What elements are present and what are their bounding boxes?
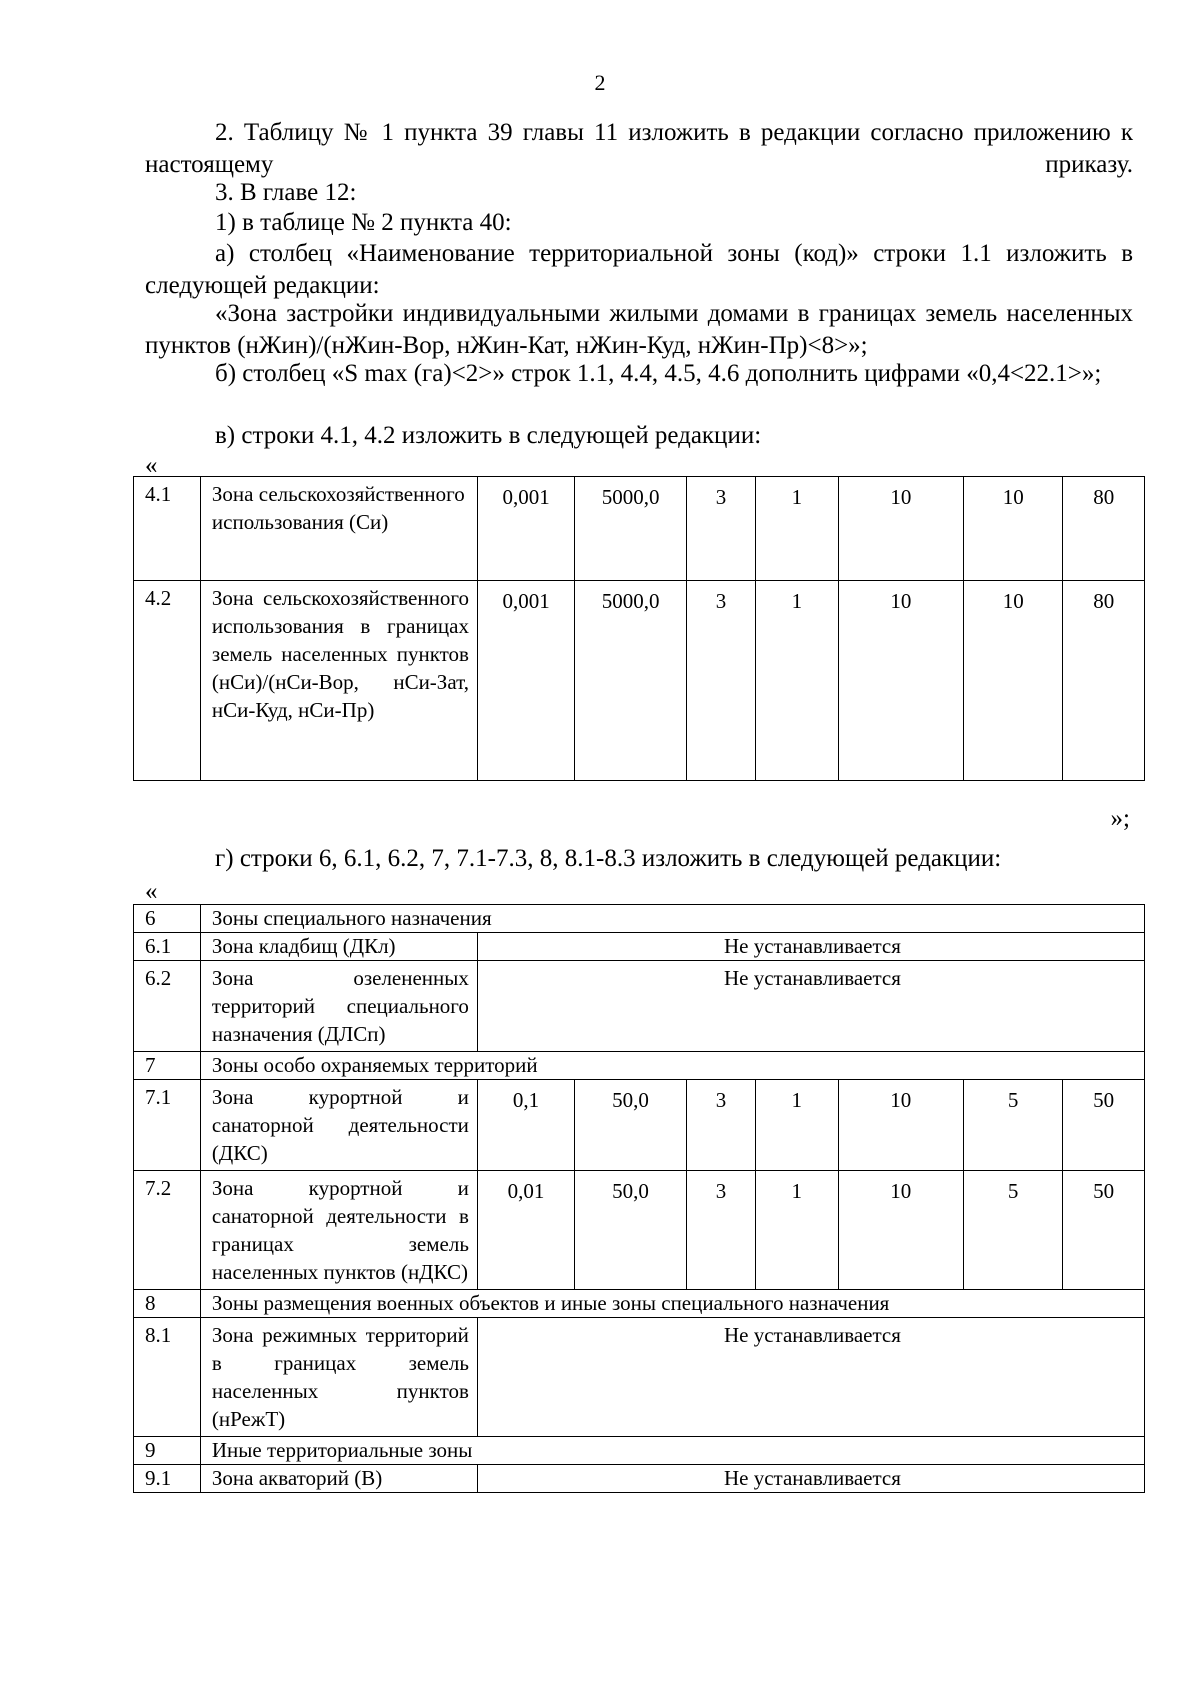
table-row [134,1318,1145,1437]
row-name: Зона кладбищ (ДКл) [200,933,477,961]
cell-value: 3 [686,1080,755,1171]
paragraph-a-quote: «Зона застройки индивидуальными жилыми домами в границах земель населенных пунктов (нЖин)/(нЖин-Вор, нЖин-Кат, нЖин-Куд, нЖин-Пр)<8>»; [145,300,1133,359]
row-name: Зона акваторий (В) [200,1465,477,1493]
row-name: Зоны размещения военных объектов и иные зоны специального назначения [200,1290,1144,1318]
table-row [134,905,1145,933]
row-name: Зона режимных территорий в границах земель населенных пунктов (нРежТ) [200,1318,477,1437]
row-code: 8 [134,1290,201,1318]
row-name: Иные территориальные зоны [200,1437,1144,1465]
row-code: 6 [134,905,201,933]
cell-value: 3 [687,477,756,581]
cell-value: 0,001 [477,581,574,781]
paragraph-2-text: 2. Таблицу № 1 пункта 39 главы 11 изложить в редакции согласно приложению к настоящему приказу. [145,119,1133,178]
cell-value: 1 [755,1080,838,1171]
row-code: 9 [134,1437,201,1465]
cell-value: 50 [1063,1080,1145,1171]
paragraph-b: б) столбец «S max (га)<2>» строк 1.1, 4.4, 4.5, 4.6 дополнить цифрами «0,4<22.1>»; [215,360,1102,387]
page-number: 2 [594,70,606,95]
row-code: 6.2 [134,961,201,1052]
row-code: 8.1 [134,1318,201,1437]
table-row [134,961,1145,1052]
paragraph-3-1: 1) в таблице № 2 пункта 40: [215,209,512,236]
cell-value: 10 [838,1080,963,1171]
row-note: Не устанавливается [477,933,1144,961]
cell-value: 5 [963,1080,1062,1171]
row-name: Зоны специального назначения [200,905,1144,933]
table-row [134,1290,1145,1318]
row-name: Зона озелененных территорий специального назначения (ДЛСп) [200,961,477,1052]
row-name: Зоны особо охраняемых территорий [200,1052,1144,1080]
cell-value: 10 [838,477,963,581]
quote-close-1: »; [1110,805,1130,832]
row-note: Не устанавливается [477,1465,1144,1493]
cell-value: 5 [963,1171,1062,1290]
cell-value: 50 [1063,1171,1145,1290]
cell-value: 1 [756,581,839,781]
cell-value: 1 [756,477,839,581]
cell-value: 5000,0 [575,581,687,781]
cell-value: 80 [1063,581,1145,781]
table-row [134,933,1145,961]
cell-value: 50,0 [575,1080,687,1171]
row-code: 6.1 [134,933,201,961]
table-row [134,1171,1145,1290]
cell-value: 10 [838,1171,963,1290]
cell-value: 3 [686,1171,755,1290]
table-row [134,1437,1145,1465]
paragraph-v: в) строки 4.1, 4.2 изложить в следующей редакции: [215,422,762,449]
cell-value: 3 [687,581,756,781]
cell-value: 0,01 [477,1171,574,1290]
paragraph-a: а) столбец «Наименование территориальной зоны (код)» строки 1.1 изложить в следующей редакции: [145,240,1133,299]
table-rows-6-9 [133,904,1145,1493]
paragraph-2 [145,117,1133,181]
row-code: 7.2 [134,1171,201,1290]
row-name: Зона курортной и санаторной деятельности в границах земель населенных пунктов (нДКС) [200,1171,477,1290]
row-note: Не устанавливается [477,961,1144,1052]
quote-open-1: « [145,452,158,479]
row-name: Зона сельскохозяйственного использования в границах земель населенных пунктов (нСи)/(нСи-Вор, нСи-Зат, нСи-Куд, нСи-Пр) [200,581,477,781]
row-note: Не устанавливается [477,1318,1144,1437]
cell-value: 5000,0 [575,477,687,581]
row-code: 7 [134,1052,201,1080]
row-code: 4.1 [134,477,201,581]
row-code: 9.1 [134,1465,201,1493]
row-name: Зона сельскохозяйственного использования (Си) [200,477,477,581]
quote-open-2: « [145,878,158,905]
cell-value: 50,0 [575,1171,687,1290]
table-row [134,581,1145,781]
paragraph-g: г) строки 6, 6.1, 6.2, 7, 7.1-7.3, 8, 8.1-8.3 изложить в следующей редакции: [215,845,1002,872]
cell-value: 1 [755,1171,838,1290]
table-row [134,477,1145,581]
table-row [134,1465,1145,1493]
row-name: Зона курортной и санаторной деятельности (ДКС) [200,1080,477,1171]
paragraph-3: 3. В главе 12: [215,179,357,206]
cell-value: 80 [1063,477,1145,581]
table-row [134,1080,1145,1171]
table-row [134,1052,1145,1080]
row-code: 4.2 [134,581,201,781]
cell-value: 10 [964,477,1063,581]
row-code: 7.1 [134,1080,201,1171]
cell-value: 10 [838,581,963,781]
table-rows-4 [133,476,1145,781]
cell-value: 0,1 [477,1080,574,1171]
cell-value: 0,001 [477,477,574,581]
cell-value: 10 [964,581,1063,781]
